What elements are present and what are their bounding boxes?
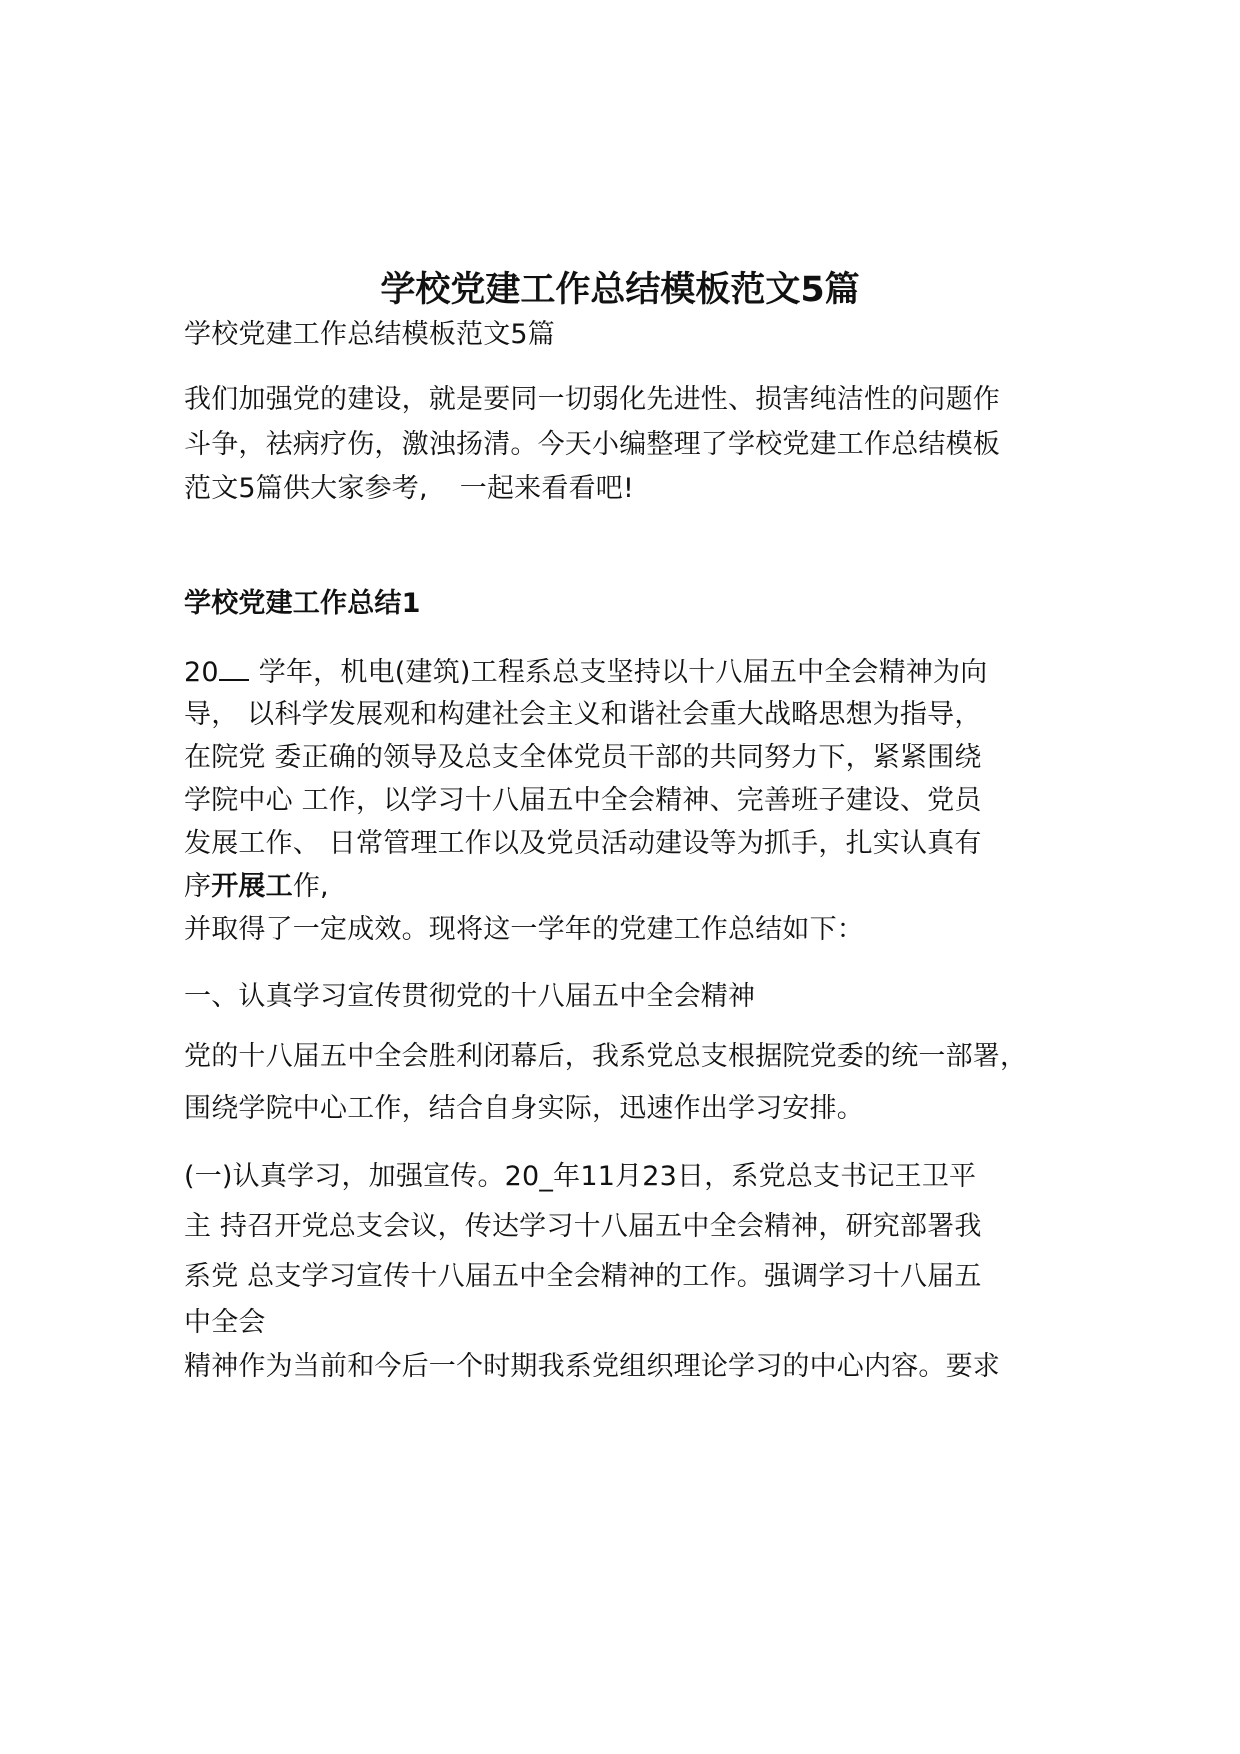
section-1-para-line-1 — [184, 655, 987, 690]
document-subtitle: 学校党建工作总结模板范文5篇 — [184, 319, 555, 350]
section-1-para-line-4: 学院中心 工作，以学习十八届五中全会精神、完善班子建设、党员 — [184, 785, 982, 816]
section-1-para-line-6-c: 作, — [292, 871, 329, 902]
section-1-heading: 学校党建工作总结1 — [184, 588, 421, 619]
section-1-para-line-5: 发展工作、 日常管理工作以及党员活动建设等为抓手，扎实认真有 — [184, 828, 982, 859]
subsection-2-line-5: 精神作为当前和今后一个时期我系党组织理论学习的中心内容。要求 — [184, 1351, 1000, 1382]
section-1-para-line-7: 并取得了一定成效。现将这一学年的党建工作总结如下： — [184, 914, 864, 945]
intro-line-2: 斗争，祛病疗伤，激浊扬清。今天小编整理了学校党建工作总结模板 — [184, 429, 1000, 460]
subsection-2-line-1: (一)认真学习，加强宣传。20_年11月23日，系党总支书记王卫平 — [184, 1161, 977, 1192]
section-1-para-line-3: 在院党 委正确的领导及总支全体党员干部的共同努力下，紧紧围绕 — [184, 742, 982, 773]
subsection-2-line-4: 中全会 — [184, 1307, 266, 1338]
section-1-para-line-6-a: 序 — [184, 871, 212, 902]
section-1-para-line-6 — [184, 870, 329, 904]
subsection-1-line-2: 围绕学院中心工作，结合自身实际，迅速作出学习安排。 — [184, 1093, 864, 1124]
year-prefix: 20 — [184, 657, 219, 688]
subsection-2-line-3: 系党 总支学习宣传十八届五中全会精神的工作。强调学习十八届五 — [184, 1261, 982, 1292]
subsection-1-heading: 一、认真学习宣传贯彻党的十八届五中全会精神 — [184, 981, 756, 1012]
section-1-para-line-2: 导， 以科学发展观和构建社会主义和谐社会重大战略思想为指导， — [184, 699, 982, 730]
section-1-para-line-1-text: 学年，机电(建筑)工程系总支坚持以十八届五中全会精神为向 — [258, 657, 988, 688]
year-blank-underline — [219, 655, 249, 681]
subsection-2-line-2: 主 持召开党总支会议，传达学习十八届五中全会精神，研究部署我 — [184, 1211, 982, 1242]
intro-line-3 — [184, 472, 634, 506]
document-title: 学校党建工作总结模板范文5篇 — [380, 270, 860, 310]
intro-line-3-part-b: 一起来看看吧! — [459, 473, 634, 504]
subsection-1-line-1: 党的十八届五中全会胜利闭幕后，我系党总支根据院党委的统一部署， — [184, 1041, 1028, 1072]
section-1-para-line-6-bold: 开展工 — [211, 871, 293, 902]
intro-line-1: 我们加强党的建设，就是要同一切弱化先进性、损害纯洁性的问题作 — [184, 384, 1000, 415]
intro-line-3-part-a: 范文5篇供大家参考, — [184, 473, 428, 504]
